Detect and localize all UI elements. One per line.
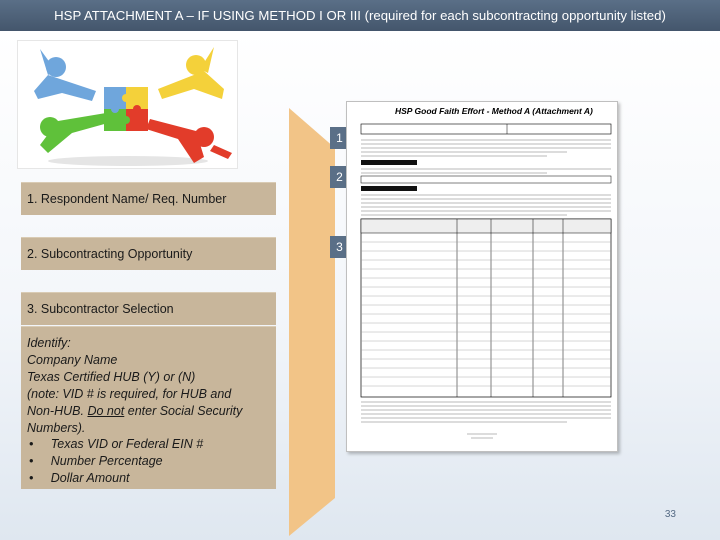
do-not-text: Do not	[87, 403, 125, 418]
identify-note-line1: (note: VID # is required, for HUB and	[27, 386, 232, 401]
badge-1: 1	[330, 127, 349, 149]
bullet-symbol: •	[29, 471, 34, 486]
badge-2: 2	[330, 166, 349, 188]
slide-title: HSP ATTACHMENT A – IF USING METHOD I OR III (required for each subcontracting opportunity listed)	[0, 0, 720, 31]
identify-box	[21, 326, 276, 489]
flow-arrow	[289, 108, 335, 536]
bullet-text: Number Percentage	[50, 454, 163, 469]
note-text: Non-HUB.	[27, 403, 88, 418]
item-subcontracting-opportunity: 2. Subcontracting Opportunity	[21, 237, 276, 270]
identify-hub: Texas Certified HUB (Y) or (N)	[27, 369, 196, 384]
note-text-2: enter Social Security	[124, 403, 243, 418]
identify-note-line3: Numbers).	[27, 420, 86, 435]
identify-heading: Identify:	[27, 336, 71, 350]
bullet-symbol: •	[29, 454, 34, 469]
bullet-symbol: •	[29, 437, 34, 452]
bullet-vid	[27, 436, 276, 453]
bullet-text: Texas VID or Federal EIN #	[50, 437, 204, 452]
item-subcontractor-selection: 3. Subcontractor Selection	[21, 292, 276, 325]
identify-note-line2	[27, 403, 276, 420]
bullet-percentage	[27, 453, 276, 470]
identify-company-name: Company Name	[27, 352, 118, 367]
item-respondent-name: 1. Respondent Name/ Req. Number	[21, 182, 276, 215]
badge-3: 3	[330, 236, 349, 258]
page-number: 33	[664, 509, 676, 520]
form-title: HSP Good Faith Effort - Method A (Attachment A)	[395, 106, 593, 116]
puzzle-people-image	[17, 40, 238, 169]
bullet-dollar	[27, 470, 276, 487]
form-document-image	[346, 101, 618, 452]
bullet-text: Dollar Amount	[50, 471, 130, 486]
